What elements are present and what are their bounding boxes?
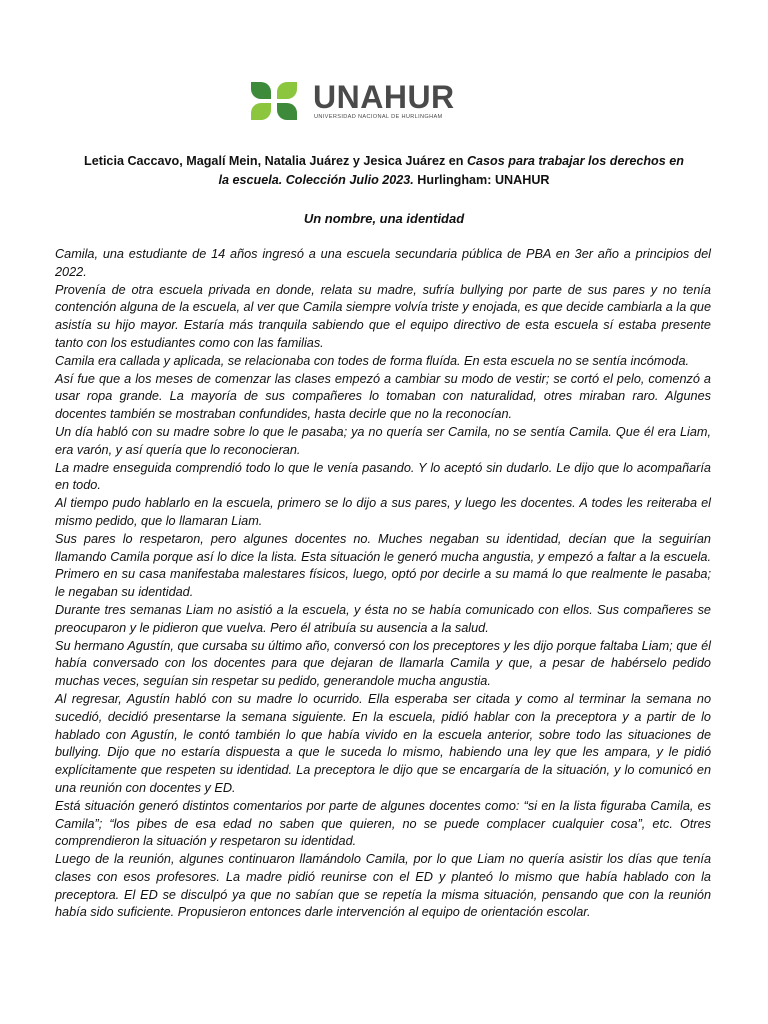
paragraph: La madre enseguida comprendió todo lo que le venía pasando. Y lo aceptó sin dudarlo. Le dijo que lo acompañaría en todo. (55, 460, 711, 493)
paragraph: Camila, una estudiante de 14 años ingresó a una escuela secundaria pública de PBA en 3er año a principios del 2022. (55, 247, 711, 279)
paragraph: Durante tres semanas Liam no asistió a la escuela, y ésta no se había comunicado con ellos. Sus compañeres se preocuparon y le pidieron que vuelva. Pero él atribuía su ausencia a la salud. (55, 602, 711, 635)
paragraph: Un día habló con su madre sobre lo que le pasaba; ya no quería ser Camila, no se sentía Camila. Que él era Liam, era varón, y así quería que lo reconocieran. (55, 424, 711, 457)
paragraph: Al regresar, Agustín habló con su madre lo ocurrido. Ella esperaba ser citada y como al terminar la semana no sucedió, decidió presentarse la semana siguiente. En la escuela, pidió hablar con la preceptora y a partir de lo hablado con Agustín, le contó también lo que había vivido en la escuela anterior, sobre todo las situaciones de bullying. Dijo que no estaría dispuesta a que le suceda lo mismo, habiendo una ley que les ampara, y le pidió explícitamente que respeten su identidad. La preceptora le dijo que se encargaría de la situación, y lo comunicó en una reunión con docentes y ED. (55, 691, 711, 795)
story-title: Un nombre, una identidad (303, 211, 465, 226)
paragraph: Camila era callada y aplicada, se relacionaba con todes de forma fluída. En esta escuela no se sentía incómoda. (55, 353, 690, 368)
citation-work: Casos para trabajar los derechos en la escuela. Colección Julio 2023. (218, 154, 684, 187)
logo-wordmark: UNAHUR (313, 79, 455, 115)
paragraph: Así fue que a los meses de comenzar las clases empezó a cambiar su modo de vestir; se cortó el pelo, comenzó a usar ropa grande. La mayoría de sus compañeres lo tomaban con naturalidad, otres miraban raro. Algunes docentes también se mostraban confundides, hasta decirle que no la reconocían. (55, 371, 711, 422)
paragraph: Sus pares lo respetaron, pero algunes docentes no. Muches negaban su identidad, decían que la seguirían llamando Camila porque así lo dice la lista. Esta situación le generó mucha angustia, y empezó a faltar a la escuela. Primero en su casa manifestaba malestares físicos, luego, optó por decirle a su mamá lo que realmente le pasaba; le negaban su identidad. (55, 531, 711, 600)
paragraph: Provenía de otra escuela privada en donde, relata su madre, sufría bullying por parte de sus pares y no tenía contención alguna de la escuela, al ver que Camila siempre volvía triste y enojada, es que decide cambiarla a la que asistía su hijo mayor. Estaría más tranquila sabiendo que el equipo directivo de esta escuela sí estaba presente tanto con los estudiantes como con las familias. (55, 282, 711, 350)
unahur-logo-mark-icon (251, 82, 297, 120)
citation-publisher: Hurlingham: UNAHUR (413, 173, 550, 187)
unahur-logo (251, 79, 465, 124)
logo-subtitle: UNIVERSIDAD NACIONAL DE HURLINGHAM (314, 114, 443, 120)
paragraph: Su hermano Agustín, que cursaba su último año, conversó con los preceptores y les dijo porque faltaba Liam; que él había conversado con los docentes para que dejaran de llamarla Camila y que, a pesar de habérselo pedido muchas veces, seguían sin respetar su pedido, generandole mucha angustia. (55, 638, 711, 689)
citation (80, 152, 688, 190)
paragraph: Luego de la reunión, algunes continuaron llamándolo Camila, por lo que Liam no quería asistir los días que tenía clases con esos profesores. La madre pidió reunirse con el ED y planteó lo mismo que había hablado con la preceptora. El ED se disculpó ya que no sabían que se repetía la misma situación, pensando que con la reunión había sido suficiente. Propusieron entonces darle intervención al equipo de orientación escolar. (55, 852, 711, 920)
citation-authors: Leticia Caccavo, Magalí Mein, Natalia Juárez y Jesica Juárez en (84, 154, 467, 168)
paragraph: Está situación generó distintos comentarios por parte de algunes docentes como: “si en la lista figuraba Camila, es Camila”; “los pibes de esa edad no saben que quieren, no se puede complacer cualquier cosa”, etc. Otres comprendieron la situación y respetaron su identidad. (55, 798, 711, 849)
paragraph: Al tiempo pudo hablarlo en la escuela, primero se lo dijo a sus pares, y luego les docentes. A todes les reiteraba el mismo pedido, que lo llamaran Liam. (55, 496, 711, 528)
story-body (55, 246, 711, 922)
